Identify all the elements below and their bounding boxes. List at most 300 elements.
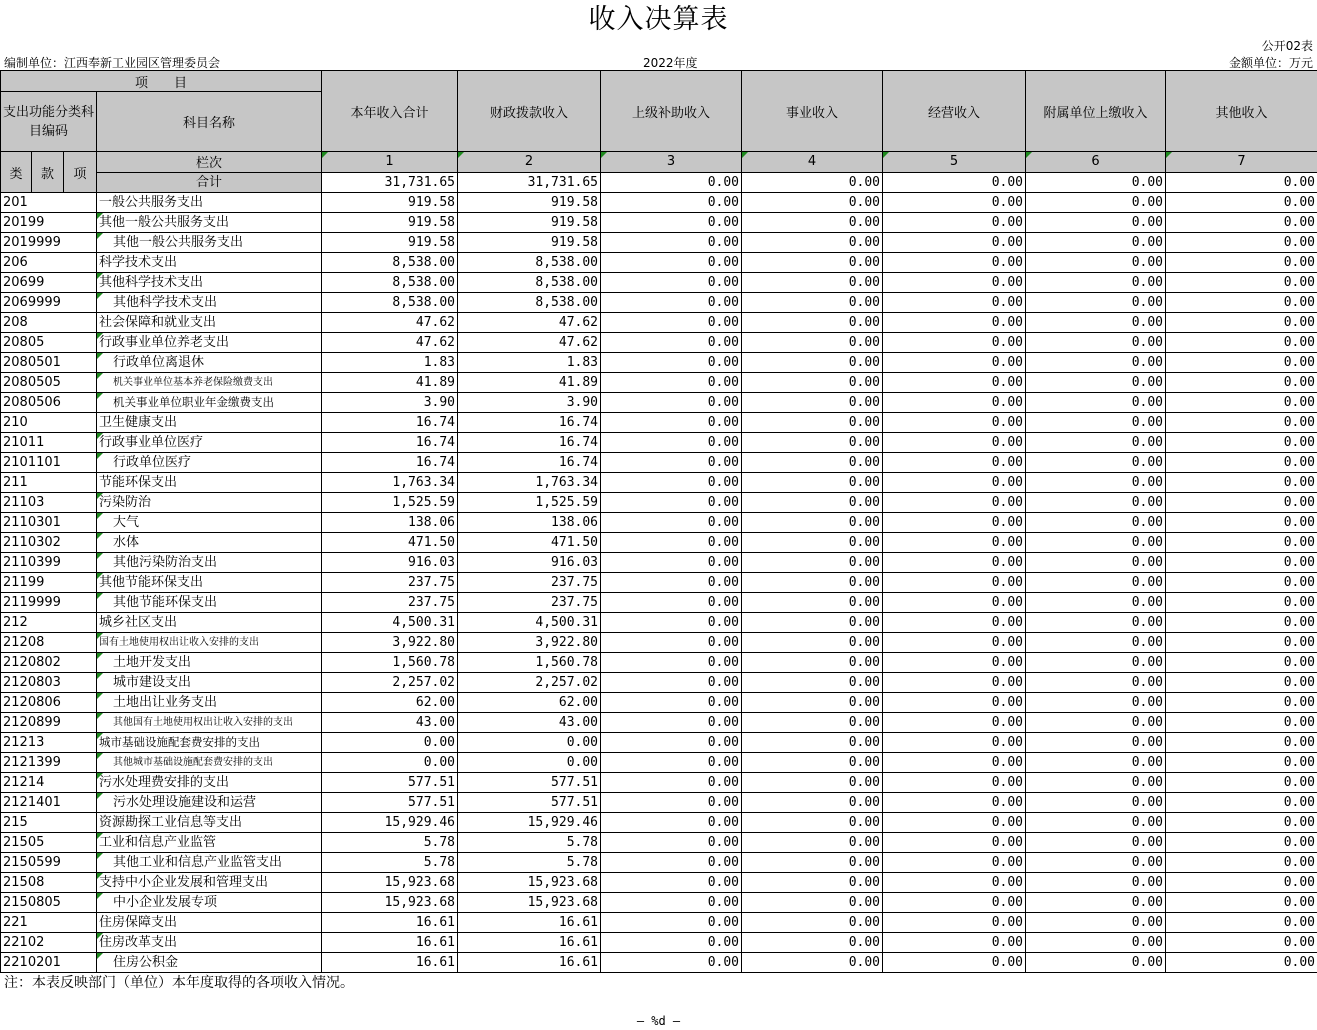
value-cell: 0.00 xyxy=(1026,673,1166,693)
header-lei: 类 xyxy=(1,152,32,193)
subject-name: 水体 xyxy=(97,533,322,553)
header-kuan: 款 xyxy=(32,152,64,193)
value-cell: 0.00 xyxy=(1026,873,1166,893)
value-cell: 0.00 xyxy=(601,773,742,793)
value-cell: 0.00 xyxy=(883,353,1026,373)
value-cell: 0.00 xyxy=(742,513,883,533)
value-cell: 15,929.46 xyxy=(458,813,601,833)
subject-code: 2080505 xyxy=(1,373,97,393)
table-row xyxy=(1,573,1317,593)
value-cell: 16.74 xyxy=(458,433,601,453)
subject-code: 2110301 xyxy=(1,513,97,533)
value-cell: 0.00 xyxy=(1166,593,1317,613)
total-value-4: 0.00 xyxy=(742,172,883,193)
value-cell: 0.00 xyxy=(601,713,742,733)
value-cell: 0.00 xyxy=(1026,293,1166,313)
subject-code: 2150599 xyxy=(1,853,97,873)
value-cell: 15,923.68 xyxy=(322,893,458,913)
amount-unit: 金额单位：万元 xyxy=(1228,56,1313,70)
value-cell: 0.00 xyxy=(601,233,742,253)
subject-name: 行政事业单位医疗 xyxy=(97,433,322,453)
value-cell: 0.00 xyxy=(458,733,601,753)
subject-code: 2069999 xyxy=(1,293,97,313)
value-cell: 0.00 xyxy=(742,313,883,333)
table-row xyxy=(1,633,1317,653)
fiscal-year: 2022年度 xyxy=(643,56,698,70)
value-cell: 0.00 xyxy=(1026,313,1166,333)
header-lanci: 栏次 xyxy=(97,152,322,173)
value-cell: 0.00 xyxy=(1026,493,1166,513)
header-name: 科目名称 xyxy=(97,92,322,152)
value-cell: 916.03 xyxy=(458,553,601,573)
value-cell: 0.00 xyxy=(883,493,1026,513)
subject-name: 其他一般公共服务支出 xyxy=(97,233,322,253)
subject-name: 污水处理设施建设和运营 xyxy=(97,793,322,813)
value-cell: 0.00 xyxy=(601,553,742,573)
value-cell: 0.00 xyxy=(1166,393,1317,413)
value-cell: 0.00 xyxy=(883,373,1026,393)
value-cell: 47.62 xyxy=(458,333,601,353)
value-cell: 0.00 xyxy=(742,773,883,793)
value-cell: 0.00 xyxy=(742,573,883,593)
table-row xyxy=(1,733,1317,753)
value-cell: 4,500.31 xyxy=(322,613,458,633)
value-cell: 0.00 xyxy=(1166,333,1317,353)
table-row xyxy=(1,273,1317,293)
value-cell: 0.00 xyxy=(1026,893,1166,913)
value-cell: 0.00 xyxy=(601,833,742,853)
subject-name: 住房公积金 xyxy=(97,953,322,973)
value-cell: 16.61 xyxy=(322,913,458,933)
value-cell: 0.00 xyxy=(601,433,742,453)
value-cell: 0.00 xyxy=(883,813,1026,833)
value-cell: 0.00 xyxy=(1166,793,1317,813)
value-cell: 0.00 xyxy=(601,633,742,653)
value-cell: 0.00 xyxy=(1166,573,1317,593)
value-cell: 0.00 xyxy=(742,433,883,453)
subject-name: 其他科学技术支出 xyxy=(97,293,322,313)
value-cell: 0.00 xyxy=(742,733,883,753)
subject-code: 212 xyxy=(1,613,97,633)
value-cell: 919.58 xyxy=(322,193,458,213)
header-col-5: 经营收入 xyxy=(883,71,1026,152)
col-num-1: 1 xyxy=(322,152,458,173)
value-cell: 919.58 xyxy=(458,213,601,233)
table-row xyxy=(1,293,1317,313)
value-cell: 0.00 xyxy=(883,513,1026,533)
value-cell: 0.00 xyxy=(1026,233,1166,253)
value-cell: 0.00 xyxy=(601,933,742,953)
value-cell: 0.00 xyxy=(883,833,1026,853)
value-cell: 0.00 xyxy=(742,753,883,773)
value-cell: 0.00 xyxy=(742,853,883,873)
value-cell: 0.00 xyxy=(883,413,1026,433)
table-row xyxy=(1,773,1317,793)
compiling-unit: 编制单位：江西奉新工业园区管理委员会 xyxy=(4,56,221,70)
subject-code: 22102 xyxy=(1,933,97,953)
subject-code: 2110302 xyxy=(1,533,97,553)
form-number: 公开02表 xyxy=(1261,39,1313,53)
value-cell: 0.00 xyxy=(1026,653,1166,673)
value-cell: 0.00 xyxy=(601,493,742,513)
value-cell: 5.78 xyxy=(458,833,601,853)
value-cell: 0.00 xyxy=(1026,553,1166,573)
subject-name: 污水处理费安排的支出 xyxy=(97,773,322,793)
value-cell: 16.74 xyxy=(322,433,458,453)
value-cell: 0.00 xyxy=(1166,933,1317,953)
value-cell: 47.62 xyxy=(458,313,601,333)
value-cell: 0.00 xyxy=(1166,893,1317,913)
value-cell: 15,923.68 xyxy=(458,873,601,893)
value-cell: 0.00 xyxy=(883,313,1026,333)
value-cell: 0.00 xyxy=(883,753,1026,773)
table-row xyxy=(1,413,1317,433)
value-cell: 0.00 xyxy=(1166,493,1317,513)
value-cell: 0.00 xyxy=(742,613,883,633)
value-cell: 237.75 xyxy=(458,593,601,613)
value-cell: 16.61 xyxy=(458,933,601,953)
value-cell: 0.00 xyxy=(1026,773,1166,793)
value-cell: 5.78 xyxy=(322,833,458,853)
header-col-3: 上级补助收入 xyxy=(601,71,742,152)
subject-name: 其他一般公共服务支出 xyxy=(97,213,322,233)
value-cell: 16.74 xyxy=(458,453,601,473)
value-cell: 0.00 xyxy=(1166,453,1317,473)
value-cell: 0.00 xyxy=(601,673,742,693)
col-num-2: 2 xyxy=(458,152,601,173)
value-cell: 0.00 xyxy=(601,313,742,333)
value-cell: 0.00 xyxy=(1166,813,1317,833)
page-footer: — %d — xyxy=(636,1014,681,1028)
value-cell: 0.00 xyxy=(1166,773,1317,793)
value-cell: 0.00 xyxy=(1166,613,1317,633)
value-cell: 15,923.68 xyxy=(458,893,601,913)
value-cell: 577.51 xyxy=(322,773,458,793)
value-cell: 0.00 xyxy=(883,673,1026,693)
value-cell: 0.00 xyxy=(1026,193,1166,213)
value-cell: 0.00 xyxy=(601,353,742,373)
total-value-1: 31,731.65 xyxy=(322,172,458,193)
table-row xyxy=(1,953,1317,973)
value-cell: 237.75 xyxy=(322,593,458,613)
subject-code: 2019999 xyxy=(1,233,97,253)
header-col-6: 附属单位上缴收入 xyxy=(1026,71,1166,152)
value-cell: 0.00 xyxy=(883,873,1026,893)
table-row xyxy=(1,853,1317,873)
value-cell: 41.89 xyxy=(322,373,458,393)
table-row xyxy=(1,913,1317,933)
value-cell: 0.00 xyxy=(742,813,883,833)
value-cell: 0.00 xyxy=(883,473,1026,493)
value-cell: 0.00 xyxy=(883,633,1026,653)
value-cell: 0.00 xyxy=(742,653,883,673)
value-cell: 0.00 xyxy=(601,533,742,553)
total-value-7: 0.00 xyxy=(1166,172,1317,193)
value-cell: 0.00 xyxy=(601,373,742,393)
value-cell: 919.58 xyxy=(458,193,601,213)
value-cell: 0.00 xyxy=(742,533,883,553)
value-cell: 16.74 xyxy=(322,453,458,473)
header-col-1: 本年收入合计 xyxy=(322,71,458,152)
subject-name: 其他国有土地使用权出让收入安排的支出 xyxy=(97,713,322,733)
table-row xyxy=(1,473,1317,493)
value-cell: 0.00 xyxy=(742,453,883,473)
value-cell: 62.00 xyxy=(322,693,458,713)
value-cell: 8,538.00 xyxy=(458,253,601,273)
subject-code: 2110399 xyxy=(1,553,97,573)
value-cell: 0.00 xyxy=(742,353,883,373)
value-cell: 3,922.80 xyxy=(322,633,458,653)
table-row xyxy=(1,713,1317,733)
value-cell: 0.00 xyxy=(1026,453,1166,473)
subject-code: 21508 xyxy=(1,873,97,893)
subject-code: 20805 xyxy=(1,333,97,353)
value-cell: 0.00 xyxy=(1026,273,1166,293)
subject-name: 大气 xyxy=(97,513,322,533)
value-cell: 8,538.00 xyxy=(458,293,601,313)
value-cell: 0.00 xyxy=(883,453,1026,473)
value-cell: 0.00 xyxy=(1166,553,1317,573)
value-cell: 16.61 xyxy=(322,933,458,953)
subject-name: 中小企业发展专项 xyxy=(97,893,322,913)
value-cell: 0.00 xyxy=(883,193,1026,213)
value-cell: 0.00 xyxy=(1026,753,1166,773)
value-cell: 916.03 xyxy=(322,553,458,573)
value-cell: 0.00 xyxy=(742,913,883,933)
value-cell: 0.00 xyxy=(601,293,742,313)
value-cell: 3.90 xyxy=(458,393,601,413)
value-cell: 0.00 xyxy=(1026,213,1166,233)
value-cell: 0.00 xyxy=(883,533,1026,553)
value-cell: 0.00 xyxy=(1166,673,1317,693)
value-cell: 0.00 xyxy=(1026,433,1166,453)
table-row xyxy=(1,793,1317,813)
value-cell: 0.00 xyxy=(1026,713,1166,733)
value-cell: 1,763.34 xyxy=(322,473,458,493)
table-row xyxy=(1,933,1317,953)
subject-code: 21505 xyxy=(1,833,97,853)
value-cell: 0.00 xyxy=(883,433,1026,453)
value-cell: 0.00 xyxy=(742,893,883,913)
value-cell: 0.00 xyxy=(883,853,1026,873)
table-row xyxy=(1,513,1317,533)
subject-code: 21208 xyxy=(1,633,97,653)
value-cell: 0.00 xyxy=(601,273,742,293)
subject-name: 机关事业单位职业年金缴费支出 xyxy=(97,393,322,413)
subject-name: 社会保障和就业支出 xyxy=(97,313,322,333)
table-row xyxy=(1,693,1317,713)
value-cell: 0.00 xyxy=(1166,233,1317,253)
value-cell: 0.00 xyxy=(742,293,883,313)
table-row xyxy=(1,753,1317,773)
value-cell: 0.00 xyxy=(1026,853,1166,873)
subject-code: 2121399 xyxy=(1,753,97,773)
value-cell: 0.00 xyxy=(883,913,1026,933)
value-cell: 0.00 xyxy=(742,673,883,693)
page-title: 收入决算表 xyxy=(588,4,729,35)
value-cell: 15,923.68 xyxy=(322,873,458,893)
value-cell: 0.00 xyxy=(601,693,742,713)
value-cell: 0.00 xyxy=(1166,473,1317,493)
table-row xyxy=(1,213,1317,233)
table-row xyxy=(1,253,1317,273)
subject-name: 土地开发支出 xyxy=(97,653,322,673)
table-row xyxy=(1,833,1317,853)
table-row xyxy=(1,353,1317,373)
value-cell: 15,929.46 xyxy=(322,813,458,833)
header-col-4: 事业收入 xyxy=(742,71,883,152)
col-num-5: 5 xyxy=(883,152,1026,173)
table-row xyxy=(1,193,1317,213)
value-cell: 0.00 xyxy=(883,393,1026,413)
value-cell: 0.00 xyxy=(742,413,883,433)
subject-code: 2080506 xyxy=(1,393,97,413)
value-cell: 47.62 xyxy=(322,313,458,333)
subject-name: 资源勘探工业信息等支出 xyxy=(97,813,322,833)
value-cell: 577.51 xyxy=(458,793,601,813)
subject-name: 科学技术支出 xyxy=(97,253,322,273)
value-cell: 0.00 xyxy=(1026,353,1166,373)
total-value-5: 0.00 xyxy=(883,172,1026,193)
value-cell: 0.00 xyxy=(742,273,883,293)
value-cell: 471.50 xyxy=(322,533,458,553)
value-cell: 0.00 xyxy=(601,813,742,833)
value-cell: 0.00 xyxy=(1026,593,1166,613)
value-cell: 0.00 xyxy=(742,953,883,973)
value-cell: 16.74 xyxy=(322,413,458,433)
value-cell: 0.00 xyxy=(601,893,742,913)
value-cell: 0.00 xyxy=(742,933,883,953)
value-cell: 0.00 xyxy=(883,653,1026,673)
value-cell: 0.00 xyxy=(1166,913,1317,933)
value-cell: 47.62 xyxy=(322,333,458,353)
value-cell: 0.00 xyxy=(883,273,1026,293)
value-cell: 0.00 xyxy=(601,473,742,493)
value-cell: 0.00 xyxy=(1026,413,1166,433)
subject-code: 20199 xyxy=(1,213,97,233)
value-cell: 0.00 xyxy=(1026,373,1166,393)
value-cell: 0.00 xyxy=(1026,633,1166,653)
value-cell: 0.00 xyxy=(601,213,742,233)
value-cell: 0.00 xyxy=(601,873,742,893)
value-cell: 471.50 xyxy=(458,533,601,553)
value-cell: 0.00 xyxy=(1166,353,1317,373)
value-cell: 0.00 xyxy=(742,333,883,353)
value-cell: 0.00 xyxy=(1166,693,1317,713)
value-cell: 0.00 xyxy=(601,413,742,433)
value-cell: 0.00 xyxy=(1026,813,1166,833)
table-row xyxy=(1,393,1317,413)
table-row xyxy=(1,553,1317,573)
subject-name: 支持中小企业发展和管理支出 xyxy=(97,873,322,893)
table-row xyxy=(1,673,1317,693)
header-col-7: 其他收入 xyxy=(1166,71,1317,152)
col-num-7: 7 xyxy=(1166,152,1317,173)
subject-name: 其他污染防治支出 xyxy=(97,553,322,573)
value-cell: 0.00 xyxy=(1026,473,1166,493)
value-cell: 577.51 xyxy=(458,773,601,793)
value-cell: 0.00 xyxy=(1166,313,1317,333)
subject-code: 2150805 xyxy=(1,893,97,913)
table-row xyxy=(1,333,1317,353)
value-cell: 0.00 xyxy=(883,733,1026,753)
subject-name: 土地出让业务支出 xyxy=(97,693,322,713)
value-cell: 0.00 xyxy=(742,793,883,813)
value-cell: 0.00 xyxy=(1166,273,1317,293)
total-value-6: 0.00 xyxy=(1026,172,1166,193)
table-note: 注：本表反映部门（单位）本年度取得的各项收入情况。 xyxy=(4,975,354,991)
value-cell: 62.00 xyxy=(458,693,601,713)
value-cell: 0.00 xyxy=(601,573,742,593)
value-cell: 0.00 xyxy=(601,333,742,353)
subject-code: 2120802 xyxy=(1,653,97,673)
value-cell: 0.00 xyxy=(742,493,883,513)
value-cell: 0.00 xyxy=(883,793,1026,813)
subject-name: 污染防治 xyxy=(97,493,322,513)
value-cell: 3.90 xyxy=(322,393,458,413)
value-cell: 0.00 xyxy=(1026,533,1166,553)
subject-code: 2121401 xyxy=(1,793,97,813)
subject-name: 住房改革支出 xyxy=(97,933,322,953)
subject-name: 城市基础设施配套费安排的支出 xyxy=(97,733,322,753)
table-row xyxy=(1,813,1317,833)
value-cell: 0.00 xyxy=(883,233,1026,253)
value-cell: 8,538.00 xyxy=(322,293,458,313)
subject-name: 其他工业和信息产业监管支出 xyxy=(97,853,322,873)
subject-name: 住房保障支出 xyxy=(97,913,322,933)
value-cell: 0.00 xyxy=(883,693,1026,713)
value-cell: 0.00 xyxy=(742,213,883,233)
subject-code: 215 xyxy=(1,813,97,833)
value-cell: 0.00 xyxy=(1166,833,1317,853)
value-cell: 0.00 xyxy=(601,253,742,273)
value-cell: 0.00 xyxy=(1026,913,1166,933)
subject-code: 2120899 xyxy=(1,713,97,733)
table-row xyxy=(1,433,1317,453)
value-cell: 577.51 xyxy=(322,793,458,813)
value-cell: 0.00 xyxy=(601,613,742,633)
table-row xyxy=(1,233,1317,253)
subject-code: 2210201 xyxy=(1,953,97,973)
value-cell: 43.00 xyxy=(322,713,458,733)
total-value-3: 0.00 xyxy=(601,172,742,193)
value-cell: 0.00 xyxy=(1026,253,1166,273)
table-row xyxy=(1,893,1317,913)
table-row xyxy=(1,533,1317,553)
value-cell: 0.00 xyxy=(883,953,1026,973)
value-cell: 41.89 xyxy=(458,373,601,393)
value-cell: 0.00 xyxy=(742,873,883,893)
subject-name: 其他科学技术支出 xyxy=(97,273,322,293)
table-row xyxy=(1,453,1317,473)
value-cell: 2,257.02 xyxy=(322,673,458,693)
value-cell: 0.00 xyxy=(742,473,883,493)
value-cell: 0.00 xyxy=(1166,653,1317,673)
value-cell: 0.00 xyxy=(883,553,1026,573)
value-cell: 0.00 xyxy=(883,593,1026,613)
value-cell: 0.00 xyxy=(322,733,458,753)
subject-code: 20699 xyxy=(1,273,97,293)
col-num-4: 4 xyxy=(742,152,883,173)
value-cell: 16.61 xyxy=(458,953,601,973)
value-cell: 0.00 xyxy=(1026,793,1166,813)
value-cell: 0.00 xyxy=(601,853,742,873)
value-cell: 5.78 xyxy=(458,853,601,873)
value-cell: 0.00 xyxy=(1166,533,1317,553)
value-cell: 0.00 xyxy=(883,293,1026,313)
subject-name: 城乡社区支出 xyxy=(97,613,322,633)
col-num-3: 3 xyxy=(601,152,742,173)
